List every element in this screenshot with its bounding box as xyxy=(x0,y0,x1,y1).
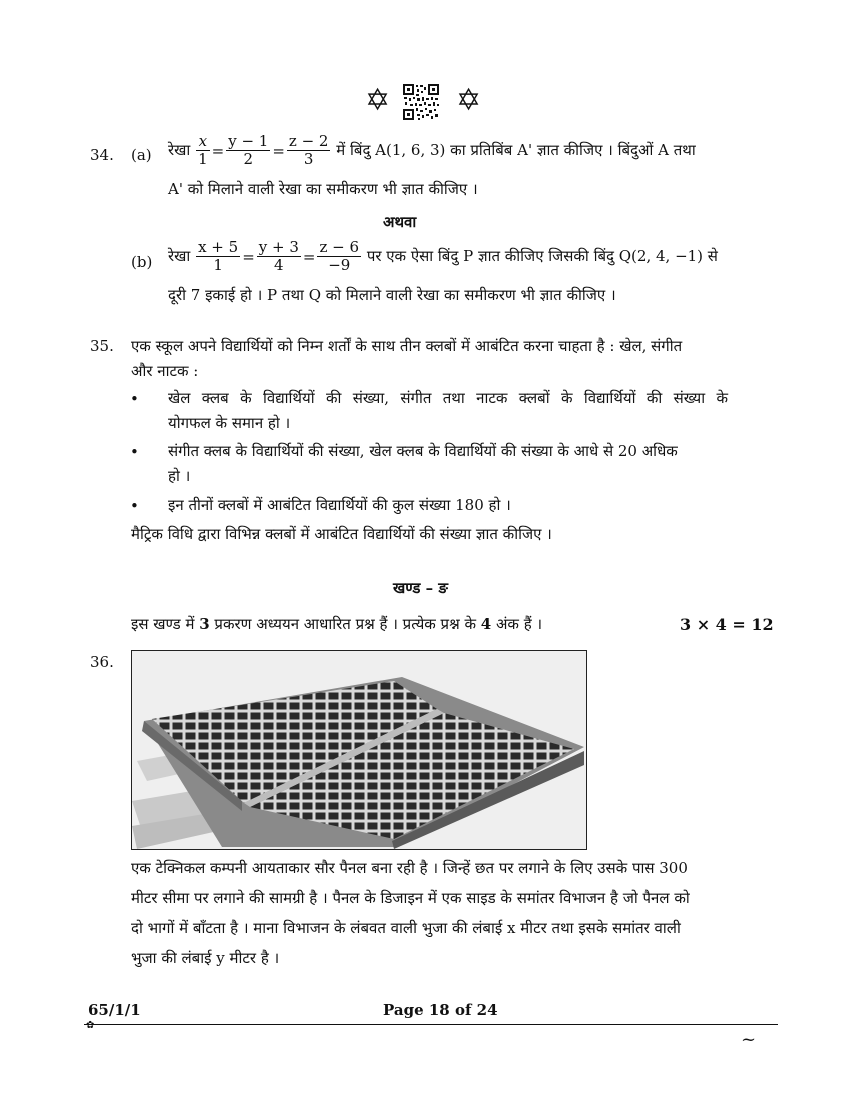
page-number: Page 18 of 24 xyxy=(383,1001,498,1019)
footer-rule xyxy=(84,1024,778,1025)
bullet-icon: • xyxy=(130,497,139,515)
q35-closing: मैट्रिक विधि द्वारा विभिन्न क्लबों में आबंटित विद्यार्थियों की संख्या ज्ञात कीजिए । xyxy=(131,525,552,543)
q36-number: 36. xyxy=(90,653,114,671)
q34-number: 34. xyxy=(90,146,114,164)
q34b-line1: रेखा $\frac{x + 5}{1}$ = $\frac{y + 3}{4}$ = $\frac{z - 6}{-9}$ पर एक ऐसा बिंदु P ज्ञात कीजिए जिसकी बिंदु Q(2, 4, −1) से xyxy=(168,238,718,275)
star-icon-right: ✡ xyxy=(456,83,482,118)
q36-line2: मीटर सीमा पर लगाने की सामग्री है । पैनल के डिजाइन में एक साइड के समांतर विभाजन है जो पैनल को xyxy=(131,889,690,907)
q35-intro-line2: और नाटक : xyxy=(131,362,199,380)
q34a-label: (a) xyxy=(131,146,152,164)
q36-line1: एक टेक्निकल कम्पनी आयताकार सौर पैनल बना रही है । जिन्हें छत पर लगाने के लिए उसके पास 300 xyxy=(131,859,688,877)
q34a-line1: रेखा $\frac{x}{1}$ = $\frac{y - 1}{2}$ = $\frac{z - 2}{3}$ में बिंदु A(1, 6, 3) का प्रतिबिंब A' ज्ञात कीजिए । बिंदुओं A तथा xyxy=(168,132,696,169)
star-icon-left: ✡ xyxy=(365,83,391,118)
q35-bullet2-line2: हो । xyxy=(168,467,191,485)
q35-bullet2-line1: संगीत क्लब के विद्यार्थियों की संख्या, खेल क्लब के विद्यार्थियों की संख्या के आधे से 20 अधिक xyxy=(168,442,678,460)
q35-intro-line1: एक स्कूल अपने विद्यार्थियों को निम्न शर्तों के साथ तीन क्लबों में आबंटित करना चाहता है : खेल, संगीत xyxy=(131,337,683,355)
bullet-icon: • xyxy=(130,390,139,408)
section-description: इस खण्ड में 3 प्रकरण अध्ययन आधारित प्रश्न हैं । प्रत्येक प्रश्न के 4 अंक हैं । xyxy=(131,615,543,633)
paper-code: 65/1/1 xyxy=(88,1001,141,1019)
footer-mark-icon: ✿ xyxy=(86,1020,95,1031)
qr-code-icon xyxy=(402,83,440,121)
q36-line3: दो भागों में बाँटता है । माना विभाजन के लंबवत वाली भुजा की लंबाई x मीटर तथा इसके समांतर वाली xyxy=(131,919,681,937)
q34a-line2: A' को मिलाने वाली रेखा का समीकरण भी ज्ञात कीजिए । xyxy=(168,180,478,198)
q35-number: 35. xyxy=(90,337,114,355)
section-marks: 3 × 4 = 12 xyxy=(680,615,774,634)
solar-panel-image xyxy=(131,650,587,850)
q35-bullet3: इन तीनों क्लबों में आबंटित विद्यार्थियों की कुल संख्या 180 हो । xyxy=(168,496,511,514)
section-title: खण्ड – ङ xyxy=(393,579,448,597)
q34b-label: (b) xyxy=(131,253,153,271)
q35-bullet1-line2: योगफल के समान हो । xyxy=(168,414,291,432)
q35-bullet1-line1: खेल क्लब के विद्यार्थियों की संख्या, संगीत तथा नाटक क्लबों के विद्यार्थियों की संख्या के xyxy=(168,389,728,407)
q34-or: अथवा xyxy=(383,213,417,231)
q34b-line2: दूरी 7 इकाई हो । P तथा Q को मिलाने वाली रेखा का समीकरण भी ज्ञात कीजिए । xyxy=(168,286,616,304)
footer-tilde: ~ xyxy=(741,1029,757,1050)
q36-line4: भुजा की लंबाई y मीटर है । xyxy=(131,949,280,967)
bullet-icon: • xyxy=(130,443,139,461)
